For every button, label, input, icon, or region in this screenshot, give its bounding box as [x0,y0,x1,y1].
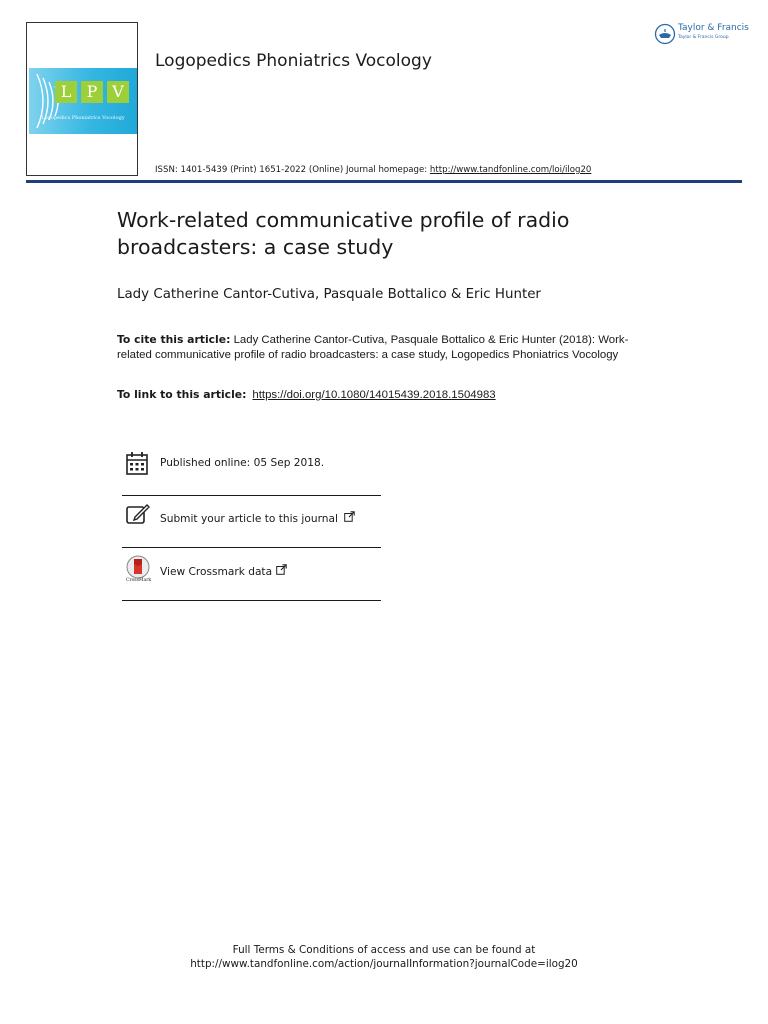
footer [0,943,768,971]
journal-homepage-link[interactable]: http://www.tandfonline.com/loi/ilog20 [429,165,592,175]
info-divider [122,547,381,548]
issn-line [155,165,591,175]
publisher-group: Taylor & Francis Group [678,35,729,40]
submit-article-row[interactable] [122,500,381,550]
citation-label: To cite this article: [117,333,231,346]
external-link-icon [276,564,287,575]
info-divider [122,495,381,496]
cover-band [29,68,137,134]
cover-letter-p: P [81,81,103,103]
crossmark-badge-label: CrossMark [126,578,152,583]
submit-article-link[interactable] [160,511,355,525]
crossmark-link[interactable] [160,564,287,578]
publisher-lamp-icon [654,23,676,45]
journal-title: Logopedics Phoniatrics Vocology [155,51,432,71]
citation-text: Lady Catherine Cantor-Cutiva, Pasquale Bottalico & Eric Hunter (2018): Work-related communicative profile of radio broadcasters: a case study, Logopedics Phoniatrics Vocology [117,334,629,361]
crossmark-text: View Crossmark data [160,566,273,578]
publisher-name: Taylor & Francis [678,23,749,33]
footer-terms-text: Full Terms & Conditions of access and use can be found at [232,944,536,956]
published-online-row [122,448,381,498]
link-label: To link to this article: [117,388,247,401]
published-online-text: Published online: 05 Sep 2018. [160,457,325,469]
doi-link[interactable]: https://doi.org/10.1080/14015439.2018.1504983 [252,389,496,401]
submit-article-text: Submit your article to this journal [160,513,338,525]
external-link-icon [344,511,355,522]
edit-icon [126,503,150,525]
article-title: Work-related communicative profile of radio broadcasters: a case study [117,208,570,259]
journal-cover [26,22,138,176]
cover-subtitle: Logopedics Phoniatrics Vocology [41,115,125,121]
info-divider [122,600,381,601]
citation-block [117,333,647,362]
crossmark-row[interactable] [122,553,381,603]
footer-terms-url[interactable]: http://www.tandfonline.com/action/journalInformation?journalCode=ilog20 [190,958,578,970]
issn-text: ISSN: 1401-5439 (Print) 1651-2022 (Online) Journal homepage: [155,165,430,175]
calendar-icon [126,451,148,475]
cover-letter-v: V [107,81,129,103]
article-authors: Lady Catherine Cantor-Cutiva, Pasquale Bottalico & Eric Hunter [117,287,541,302]
cover-letter-l: L [55,81,77,103]
article-link-row [117,388,496,401]
header-divider [26,180,742,183]
publisher-logo[interactable] [654,22,748,48]
